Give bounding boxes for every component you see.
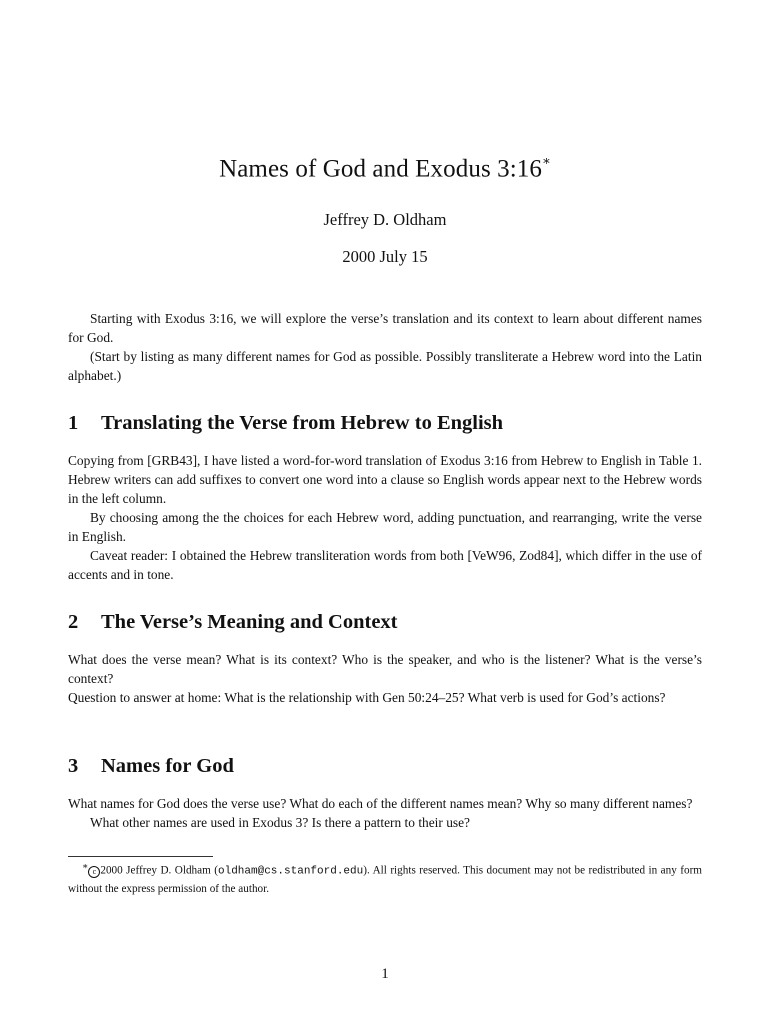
section-paragraph: Copying from [GRB43], I have listed a word-for-word translation of Exodus 3:16 from Hebrew to English in Table 1. Hebrew writers can add suffixes to convert one word into a clause so English words appear next to the Hebrew words in the left column.	[68, 453, 702, 506]
section-title: The Verse’s Meaning and Context	[101, 611, 398, 633]
section-paragraph: What other names are used in Exodus 3? Is there a pattern to their use?	[90, 815, 471, 830]
section-paragraph: What does the verse mean? What is its context? Who is the speaker, and who is the listener? What is the verse’s context?	[68, 652, 702, 686]
section-paragraph: What names for God does the verse use? What do each of the different names mean? Why so many different names?	[68, 796, 693, 811]
title-text: Names of God and Exodus 3:16	[219, 155, 542, 183]
section-3-body	[68, 794, 702, 832]
author-name: Jeffrey D. Oldham	[323, 210, 447, 229]
section-heading-3	[68, 755, 702, 778]
footnote-marker: ∗	[82, 862, 89, 872]
section-paragraph: Question to answer at home: What is the relationship with Gen 50:24–25? What verb is used for God’s actions?	[68, 690, 666, 705]
section-number: 3	[68, 755, 79, 777]
footnote-before: 2000 Jeffrey D. Oldham (	[100, 864, 218, 877]
section-1-body	[68, 451, 702, 584]
section-heading-1	[68, 412, 702, 435]
footnote-rule	[68, 856, 213, 857]
copyright-symbol: c	[88, 866, 100, 878]
paper-date: 2000 July 15	[342, 247, 428, 266]
intro-block	[68, 309, 702, 385]
section-paragraph: By choosing among the the choices for each Hebrew word, adding punctuation, and rearranging, write the verse in English.	[68, 510, 702, 544]
footnote-text	[68, 859, 702, 898]
section-title: Translating the Verse from Hebrew to English	[101, 412, 504, 434]
footnote-after: ). All rights reserved. This document may not be redistributed in any form without the express permission of the author.	[68, 864, 703, 895]
intro-paragraph: Starting with Exodus 3:16, we will explore the verse’s translation and its context to learn about different names for God.	[68, 311, 702, 345]
footnote	[68, 859, 702, 898]
section-paragraph: Caveat reader: I obtained the Hebrew transliteration words from both [VeW96, Zod84], which differ in the use of accents and in tone.	[68, 548, 702, 582]
paper-title	[0, 155, 770, 183]
section-2-body	[68, 650, 702, 707]
section-heading-2	[68, 611, 702, 634]
section-number: 2	[68, 611, 79, 633]
page-number: 1	[381, 966, 389, 982]
section-number: 1	[68, 412, 79, 434]
section-title: Names for God	[101, 755, 234, 777]
author-email: oldham@cs.stanford.edu	[218, 865, 364, 878]
title-footnote-marker: ∗	[541, 153, 551, 168]
intro-paragraph: (Start by listing as many different names for God as possible. Possibly transliterate a Hebrew word into the Latin alphabet.)	[68, 349, 702, 383]
